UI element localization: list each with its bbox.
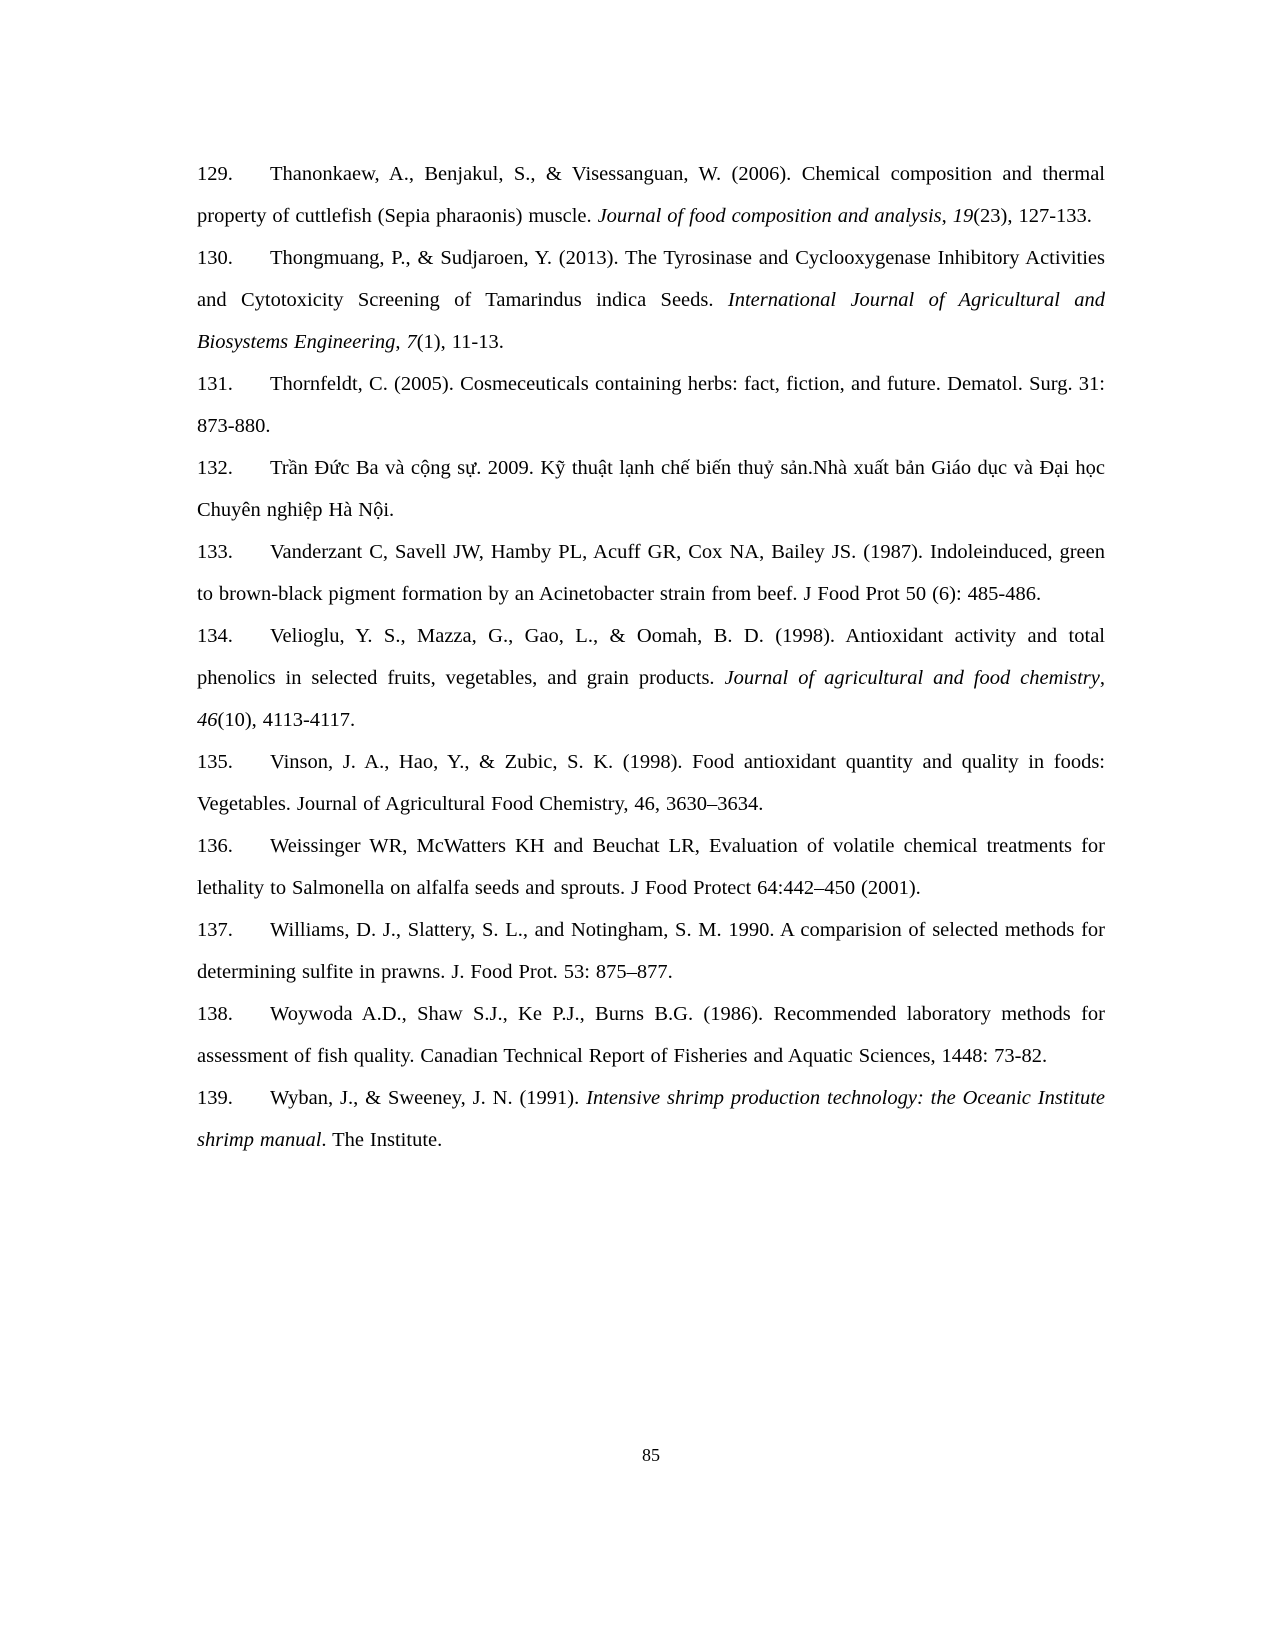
reference-text: , (941, 205, 953, 227)
reference-text-italic: 46 (197, 709, 218, 731)
reference-text: , (1099, 667, 1105, 689)
reference-number: 129. (197, 163, 233, 185)
reference-text: , (395, 331, 407, 353)
reference-text: Thornfeldt, C. (2005). Cosmeceuticals containing herbs: fact, fiction, and future. Dematol. Surg. 31: 873-880. (197, 373, 1105, 437)
reference-text: Vinson, J. A., Hao, Y., & Zubic, S. K. (1998). Food antioxidant quantity and quality in foods: Vegetables. Journal of Agricultural Food Chemistry, 46, 3630–3634. (197, 751, 1105, 815)
reference-text: Woywoda A.D., Shaw S.J., Ke P.J., Burns B.G. (1986). Recommended laboratory methods for assessment of fish quality. Canadian Technical Report of Fisheries and Aquatic Sciences, 1448: 73-82. (197, 1003, 1105, 1067)
reference-item (197, 531, 1105, 615)
reference-number: 139. (197, 1087, 233, 1109)
reference-text-italic: Journal of food composition and analysis (597, 205, 942, 227)
reference-number: 132. (197, 457, 233, 479)
reference-number: 137. (197, 919, 233, 941)
reference-text: . The Institute. (321, 1129, 443, 1151)
reference-text-italic: 7 (406, 331, 417, 353)
reference-number: 138. (197, 1003, 233, 1025)
reference-number: 135. (197, 751, 233, 773)
reference-text: Vanderzant C, Savell JW, Hamby PL, Acuff GR, Cox NA, Bailey JS. (1987). Indoleinduced, green to brown-black pigment formation by an Acinetobacter strain from beef. J Food Prot 50 (6): 485-486. (197, 541, 1105, 605)
page-number: 85 (642, 1445, 660, 1465)
reference-number: 133. (197, 541, 233, 563)
reference-text: Weissinger WR, McWatters KH and Beuchat LR, Evaluation of volatile chemical treatments for lethality to Salmonella on alfalfa seeds and sprouts. J Food Protect 64:442–450 (2001). (197, 835, 1105, 899)
reference-item (197, 993, 1105, 1077)
reference-item (197, 153, 1105, 237)
reference-text: Thanonkaew, A., Benjakul, S., & Visessanguan, W. (2006). Chemical composition and thermal property of cuttlefish (Sepia pharaonis) muscle. (197, 163, 1105, 227)
reference-text: (10), 4113-4117. (217, 709, 356, 731)
reference-text-italic: International Journal of Agricultural and Biosystems Engineering (197, 289, 1106, 353)
reference-item (197, 909, 1105, 993)
reference-number: 130. (197, 247, 233, 269)
reference-item (197, 237, 1105, 363)
reference-text: Velioglu, Y. S., Mazza, G., Gao, L., & Oomah, B. D. (1998). Antioxidant activity and total phenolics in selected fruits, vegetables, and grain products. (197, 625, 1105, 689)
reference-text: (23), 127-133. (973, 205, 1092, 227)
reference-item (197, 363, 1105, 447)
reference-text-italic: 19 (952, 205, 974, 227)
reference-item (197, 825, 1105, 909)
reference-text: Trần Đức Ba và cộng sự. 2009. Kỹ thuật lạnh chế biến thuỷ sản.Nhà xuất bản Giáo dục và Đại học Chuyên nghiệp Hà Nội. (197, 457, 1105, 521)
reference-text-italic: Intensive shrimp production technology: the Oceanic Institute shrimp manual (197, 1087, 1105, 1151)
reference-text: Wyban, J., & Sweeney, J. N. (1991). (270, 1087, 587, 1109)
reference-text: (1), 11-13. (416, 331, 504, 353)
reference-number: 131. (197, 373, 233, 395)
references-list (197, 153, 1105, 1161)
reference-item (197, 615, 1105, 741)
reference-item (197, 1077, 1105, 1161)
reference-item (197, 447, 1105, 531)
reference-item (197, 741, 1105, 825)
reference-text-italic: Journal of agricultural and food chemistry (724, 667, 1100, 689)
reference-text: Williams, D. J., Slattery, S. L., and Notingham, S. M. 1990. A comparision of selected methods for determining sulfite in prawns. J. Food Prot. 53: 875–877. (197, 919, 1105, 983)
reference-text: Thongmuang, P., & Sudjaroen, Y. (2013). The Tyrosinase and Cyclooxygenase Inhibitory Activities and Cytotoxicity Screening of Tamarindus indica Seeds. (197, 247, 1105, 311)
reference-number: 134. (197, 625, 233, 647)
reference-number: 136. (197, 835, 233, 857)
